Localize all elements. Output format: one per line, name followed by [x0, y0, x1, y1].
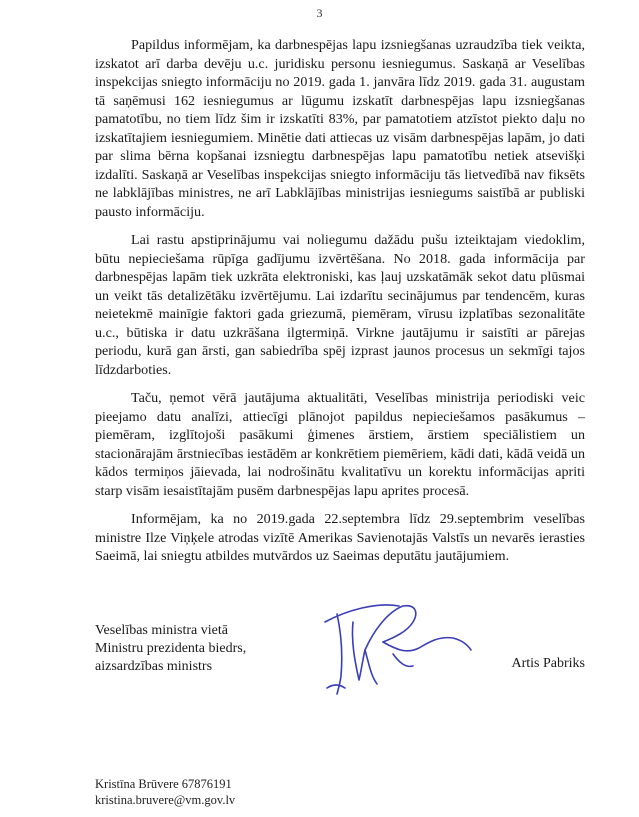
- letter-body: [95, 36, 585, 576]
- handwritten-signature: [307, 592, 477, 702]
- paragraph-minister-visit: Informējam, ka no 2019.gada 22.septembra līdz 29.septembrim veselības ministre Ilze Viņķele atrodas vizītē Amerikas Savienotajās Valstīs un nevarēs ierasties Saeimā, lai sniegtu atbildes mutvārdos uz Saeimas deputātu jautājumiem.: [95, 511, 585, 564]
- signature-stroke: [352, 622, 377, 684]
- paragraph-evaluation: Lai rastu apstiprinājumu vai noliegumu dažādu pušu izteiktajam viedoklim, būtu nepieciešama rūpīga gadījumu izvērtēšana. No 2018. gada informācija par darbnespējas lapām tiek uzkrāta elektroniski, kas ļauj uzskatāmāk sekot datu plūsmai un veikt tās detalizētāku izvērtējumu. Lai izdarītu secinājumus par tendencēm, kuras neietekmē mainīgie faktori gada griezumā, piemēram, vīrusu izplatības sezonalitāte u.c., būtiska ir datu uzkrāšana ilgtermiņā. Virkne jautājumu ir saistīti ar pārejas periodu, kurā gan ārsti, gan sabiedrība spēj izprast jaunos procesus un sekmīgi tajos līdzdarboties.: [95, 232, 585, 378]
- signature-stroke: [325, 605, 399, 622]
- signature-stroke: [337, 614, 342, 694]
- signer-title-line: Ministru prezidenta biedrs,: [95, 641, 247, 656]
- paragraph-data-analysis: Taču, ņemot vērā jautājuma aktualitāti, Veselības ministrija periodiski veic pieejamo datu analīzi, attiecīgi plānojot papildus nepieciešamos pasākumus – piemēram, izglītojoši pasākumi ģimenes ārstiem, ārstiem speciālistiem un stacionārajām ārstniecības iestādēm ar konkrētiem piemēriem, kādi dati, kādā veidā un kādos termiņos jāievada, lai nodrošinātu kvalitatīvu un korektu informācijas apriti starp visām iesaistītajām pusēm darbnespējas lapu aprites procesā.: [95, 390, 585, 499]
- signature-block: [95, 622, 585, 712]
- signer-name: Artis Pabriks: [511, 656, 585, 671]
- signature-stroke: [365, 606, 416, 650]
- page-number: 3: [316, 6, 323, 20]
- signer-title-line: Veselības ministra vietā: [95, 623, 228, 638]
- paragraph-supervision: Papildus informējam, ka darbnespējas lapu izsniegšanas uzraudzība tiek veikta, izskatot arī darba devēju u.c. juridisku personu iesniegumus. Saskaņā ar Veselības inspekcijas sniegto informāciju no 2019. gada 1. janvāra līdz 2019. gada 31. augustam tā saņēmusi 162 iesniegumus ar lūgumu izskatīt darbnespējas lapu izsniegšanas pamatotību, no tiem līdz šim ir izskatīti 83%, par pamatotiem atzīstot piekto daļu no izskatītajiem iesniegumiem. Minētie dati attiecas uz visām darbnespējas lapām, jo dati par slima bērna kopšanai izsniegtu darbnespējas lapu pamatotību netiek atsevišķi izdalīti. Saskaņā ar Veselības inspekcijas sniegto informāciju tās lietvedībā nav fiksēts ne labklājības ministres, ne arī Labklājības ministrijas iesniegums saistībā ar publiski pausto informāciju.: [95, 37, 585, 220]
- contact-block: [95, 776, 235, 808]
- contact-email: kristina.bruvere@vm.gov.lv: [95, 793, 236, 807]
- signer-title-line: aizsardzības ministrs: [95, 659, 213, 674]
- signer-title: [95, 622, 246, 676]
- signature-stroke: [327, 685, 345, 688]
- signature-stroke: [383, 638, 471, 651]
- signature-stroke: [393, 654, 413, 666]
- contact-name-phone: Kristīna Brūvere 67876191: [95, 777, 232, 791]
